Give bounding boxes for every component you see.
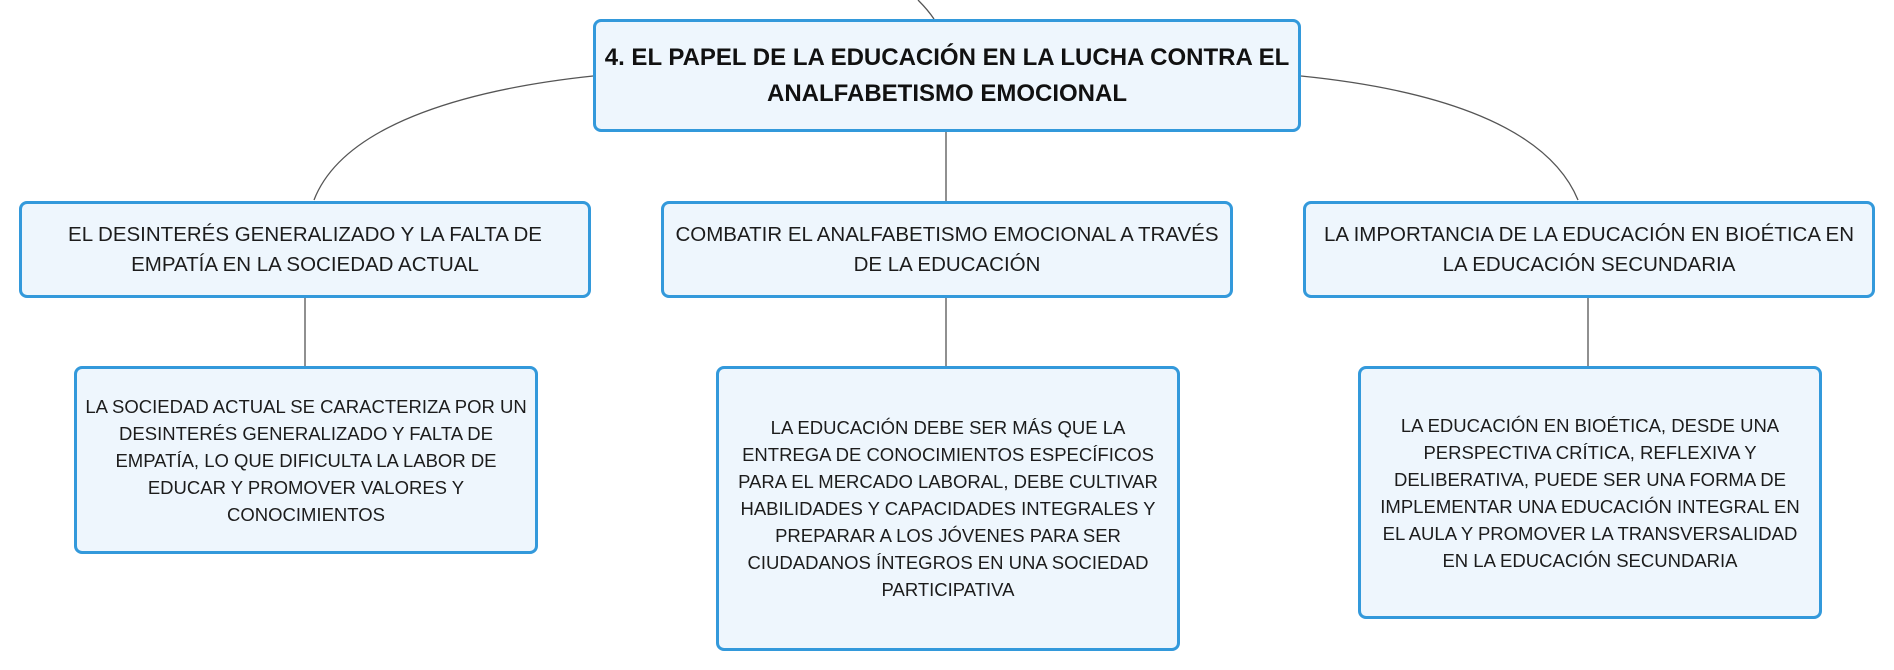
root-topic-text: 4. EL PAPEL DE LA EDUCACIÓN EN LA LUCHA CONTRA EL ANALFABETISMO EMOCIONAL: [604, 43, 1290, 107]
detail-node-combatir[interactable]: [716, 366, 1180, 651]
branch-node-combatir[interactable]: [661, 201, 1233, 298]
branch-node-bioetica[interactable]: [1303, 201, 1875, 298]
detail-text: LA EDUCACIÓN EN BIOÉTICA, DESDE UNA PERSPECTIVA CRÍTICA, REFLEXIVA Y DELIBERATIVA, PUEDE SER UNA FORMA DE IMPLEMENTAR UNA EDUCACIÓN INTEGRAL EN EL AULA Y PROMOVER LA TRANSVERSALIDAD EN LA EDUCACIÓN SECUNDARIA: [1380, 414, 1800, 571]
root-topic-node[interactable]: [593, 19, 1301, 132]
connector-root-to-branch-1: [314, 76, 593, 200]
detail-text: LA SOCIEDAD ACTUAL SE CARACTERIZA POR UN DESINTERÉS GENERALIZADO Y FALTA DE EMPATÍA, LO QUE DIFICULTA LA LABOR DE EDUCAR Y PROMOVER VALORES Y CONOCIMIENTOS: [85, 395, 527, 525]
branch-text: COMBATIR EL ANALFABETISMO EMOCIONAL A TRAVÉS DE LA EDUCACIÓN: [675, 222, 1219, 276]
connector-root-to-branch-3: [1301, 76, 1578, 200]
connector-parent-to-root: [918, 0, 934, 19]
branch-text: LA IMPORTANCIA DE LA EDUCACIÓN EN BIOÉTICA EN LA EDUCACIÓN SECUNDARIA: [1323, 222, 1855, 276]
branch-node-desinteres[interactable]: [19, 201, 591, 298]
branch-text: EL DESINTERÉS GENERALIZADO Y LA FALTA DE EMPATÍA EN LA SOCIEDAD ACTUAL: [68, 222, 542, 276]
detail-node-bioetica[interactable]: [1358, 366, 1822, 619]
detail-text: LA EDUCACIÓN DEBE SER MÁS QUE LA ENTREGA DE CONOCIMIENTOS ESPECÍFICOS PARA EL MERCADO LABORAL, DEBE CULTIVAR HABILIDADES Y CAPACIDADES INTEGRALES Y PREPARAR A LOS JÓVENES PARA SER CIUDADANOS ÍNTEGROS EN UNA SOCIEDAD PARTICIPATIVA: [738, 417, 1158, 600]
detail-node-desinteres[interactable]: [74, 366, 538, 554]
